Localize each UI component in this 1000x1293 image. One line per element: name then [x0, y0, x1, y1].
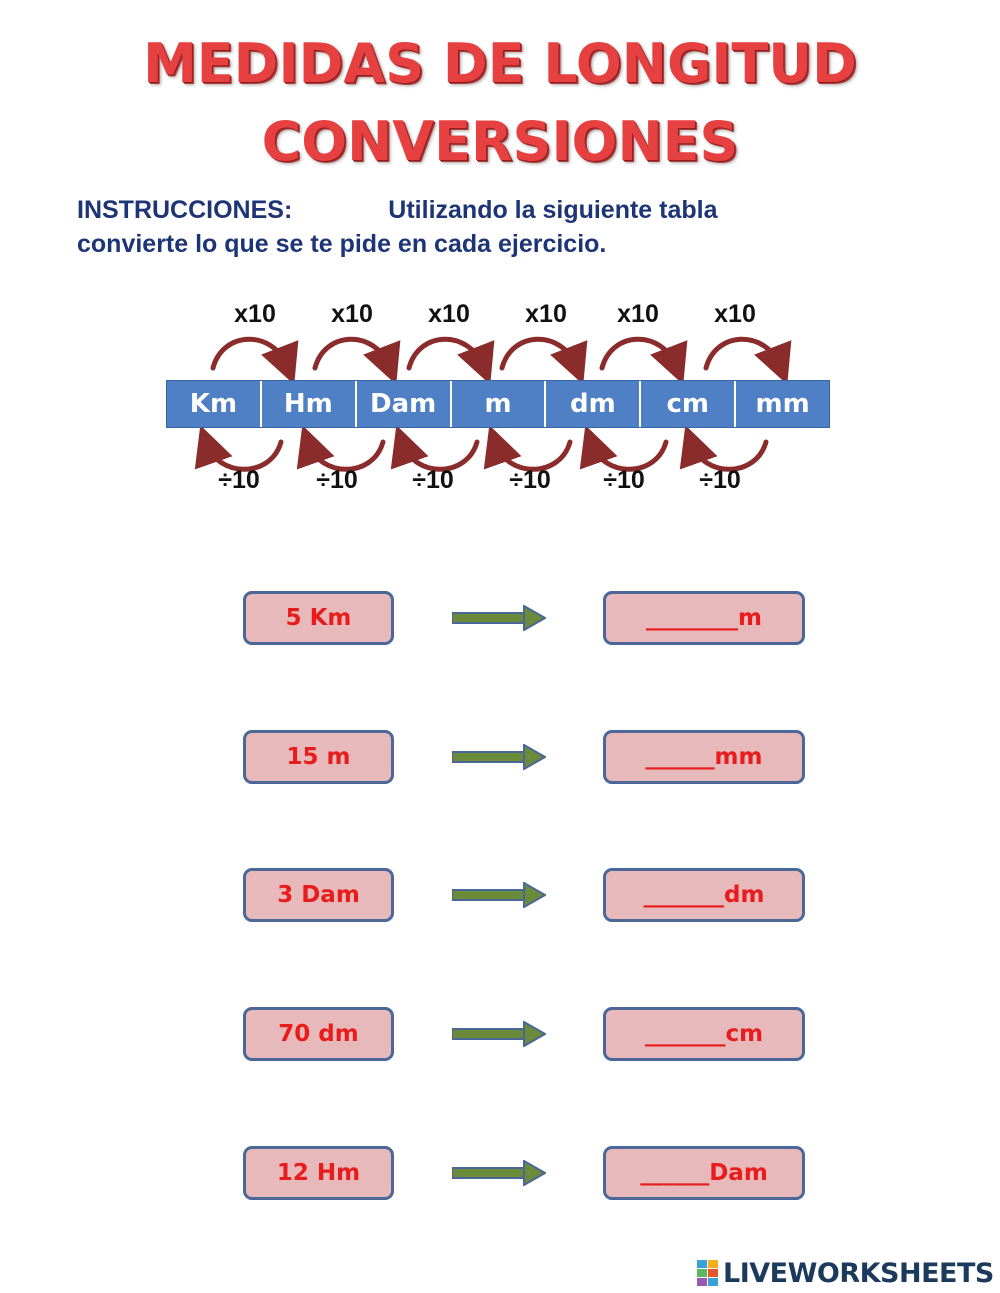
given-value-box: 12 Hm	[243, 1146, 394, 1200]
given-value-box: 3 Dam	[243, 868, 394, 922]
brand-name: LIVEWORKSHEETS	[723, 1257, 994, 1289]
divide-label: ÷10	[316, 466, 358, 494]
exercise-row-3	[0, 868, 1000, 926]
multiply-label: x10	[234, 300, 276, 328]
divide-sign-icon: ÷	[603, 466, 617, 494]
exercise-row-1	[0, 591, 1000, 649]
divide-sign-icon: ÷	[412, 466, 426, 494]
exercise-row-5	[0, 1146, 1000, 1204]
multiply-curve-arrow-icon	[409, 339, 483, 368]
exercise-row-4	[0, 1007, 1000, 1065]
right-arrow-icon	[452, 605, 546, 631]
divide-sign-icon: ÷	[699, 466, 713, 494]
unit-table	[166, 380, 830, 428]
given-value-box: 15 m	[243, 730, 394, 784]
liveworksheets-brand	[697, 1256, 994, 1290]
unit-cell-mm: mm	[755, 389, 810, 419]
multiply-curve-arrow-icon	[602, 339, 676, 368]
right-arrow-icon	[452, 1021, 546, 1047]
answer-input[interactable]: ______Dam	[603, 1146, 805, 1200]
divide-sign-icon: ÷	[316, 466, 330, 494]
unit-cell-hm: Hm	[262, 381, 357, 427]
multiply-curve-arrow-icon	[502, 339, 576, 368]
divide-sign-icon: ÷	[509, 466, 523, 494]
divide-label: ÷10	[603, 466, 645, 494]
page-subtitle: CONVERSIONES	[261, 110, 739, 173]
multiply-label: x10	[714, 300, 756, 328]
divide-label: ÷10	[412, 466, 454, 494]
multiply-label: x10	[331, 300, 373, 328]
instructions-text-1: Utilizando la siguiente tabla	[388, 196, 718, 224]
multiply-curve-arrow-icon	[706, 339, 780, 368]
unit-cell-m: m	[452, 381, 547, 427]
given-value-box: 70 dm	[243, 1007, 394, 1061]
right-arrow-icon	[452, 744, 546, 770]
multiply-curve-arrow-icon	[213, 339, 287, 368]
multiply-curve-arrow-icon	[315, 339, 389, 368]
exercise-row-2	[0, 730, 1000, 788]
divide-row	[0, 466, 1000, 506]
divide-label: ÷10	[509, 466, 551, 494]
answer-input[interactable]: _______dm	[603, 868, 805, 922]
right-arrow-icon	[452, 1160, 546, 1186]
unit-cell-dm: dm	[546, 381, 641, 427]
unit-cell-dam: Dam	[357, 381, 452, 427]
answer-input[interactable]: ________m	[603, 591, 805, 645]
page-title: MEDIDAS DE LONGITUD	[143, 32, 857, 95]
multiply-label: x10	[617, 300, 659, 328]
divide-label: ÷10	[699, 466, 741, 494]
instructions-text-2: convierte lo que se te pide en cada ejercicio.	[77, 230, 607, 258]
liveworksheets-logo-icon	[697, 1260, 719, 1286]
answer-input[interactable]: ______mm	[603, 730, 805, 784]
multiply-row	[0, 300, 1000, 340]
divide-sign-icon: ÷	[218, 466, 232, 494]
unit-cell-cm: cm	[641, 381, 736, 427]
answer-input[interactable]: _______cm	[603, 1007, 805, 1061]
multiply-label: x10	[428, 300, 470, 328]
divide-label: ÷10	[218, 466, 260, 494]
instructions-label: INSTRUCCIONES:	[77, 196, 293, 224]
instructions	[77, 193, 857, 261]
multiply-label: x10	[525, 300, 567, 328]
given-value-box: 5 Km	[243, 591, 394, 645]
unit-cell-km: Km	[167, 381, 262, 427]
right-arrow-icon	[452, 882, 546, 908]
